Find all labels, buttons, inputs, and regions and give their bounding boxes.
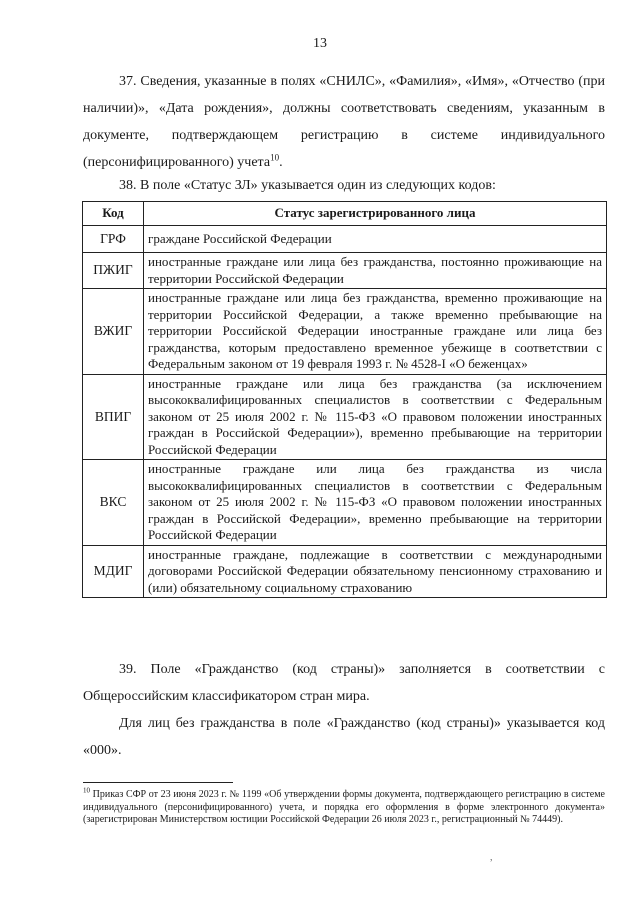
table-row	[83, 253, 607, 289]
footnote-divider	[83, 782, 233, 783]
code-cell: ВКС	[83, 460, 144, 546]
footnote	[83, 786, 605, 827]
paragraph-stateless: Для лиц без гражданства в поле «Гражданство (код страны)» указывается код «000».	[83, 716, 605, 758]
footnote-number: 10	[83, 786, 90, 795]
paragraph-37-end: .	[279, 155, 283, 170]
page-number: 13	[313, 36, 327, 51]
table-row	[83, 226, 607, 253]
footnote-ref: 10	[270, 152, 280, 163]
code-cell: МДИГ	[83, 545, 144, 598]
table-row	[83, 545, 607, 598]
paragraph-38: 38. В поле «Статус ЗЛ» указывается один из следующих кодов:	[119, 178, 496, 193]
status-cell: иностранные граждане или лица без гражданства, временно проживающие на территории Российской Федерации, а также временно пребывающие на территории Российской Федерации иностранные граждане или лица без гражданства, которым предоставлено временное убежище в соответствии с Федеральным законом от 19 февраля 1993 г. № 4528-I «О беженцах»	[144, 289, 607, 375]
status-cell: иностранные граждане или лица без гражданства из числа высококвалифицированных специалистов в соответствии с Федеральным законом от 25 июля 2002 г. № 115-ФЗ «О правовом положении иностранных граждан в Российской Федерации», временно пребывающие на территории Российской Федерации	[144, 460, 607, 546]
status-cell: иностранные граждане или лица без гражданства, постоянно проживающие на территории Российской Федерации	[144, 253, 607, 289]
code-cell: ВПИГ	[83, 374, 144, 460]
code-cell: ВЖИГ	[83, 289, 144, 375]
table-header-row	[83, 202, 607, 226]
paragraph-39: 39. Поле «Гражданство (код страны)» заполняется в соответствии с Общероссийским классификатором стран мира.	[83, 662, 605, 704]
paragraph-37	[83, 68, 605, 176]
code-cell: ГРФ	[83, 226, 144, 253]
table-row	[83, 289, 607, 375]
status-cell: иностранные граждане или лица без гражданства (за исключением высококвалифицированных специалистов в соответствии с Федеральным законом от 25 июля 2002 г. № 115-ФЗ «О правовом положении иностранных граждан в Российской Федерации»), временно пребывающие на территории Российской Федерации	[144, 374, 607, 460]
footnote-text: Приказ СФР от 23 июня 2023 г. № 1199 «Об утверждении формы документа, подтверждающего регистрацию в системе индивидуального (персонифицированного) учета, и порядка его оформления в форме электронного документа» (зарегистрирован Министерством юстиции Российской Федерации 26 июля 2023 г., регистрационный № 74449).	[83, 789, 605, 825]
status-cell: иностранные граждане, подлежащие в соответствии с международными договорами Российской Федерации обязательному пенсионному страхованию и (или) обязательному социальному страхованию	[144, 545, 607, 598]
header-code: Код	[83, 202, 144, 226]
header-status: Статус зарегистрированного лица	[144, 202, 607, 226]
table-row	[83, 460, 607, 546]
status-codes-table	[82, 201, 607, 598]
paragraph-37-text: 37. Сведения, указанные в полях «СНИЛС», «Фамилия», «Имя», «Отчество (при наличии)», «Дата рождения», должны соответствовать сведениям, указанным в документе, подтверждающем регистрацию в системе индивидуального (персонифицированного) учета	[83, 74, 605, 170]
stray-mark: ,	[490, 852, 493, 863]
status-cell: граждане Российской Федерации	[144, 226, 607, 253]
code-cell: ПЖИГ	[83, 253, 144, 289]
table-row	[83, 374, 607, 460]
